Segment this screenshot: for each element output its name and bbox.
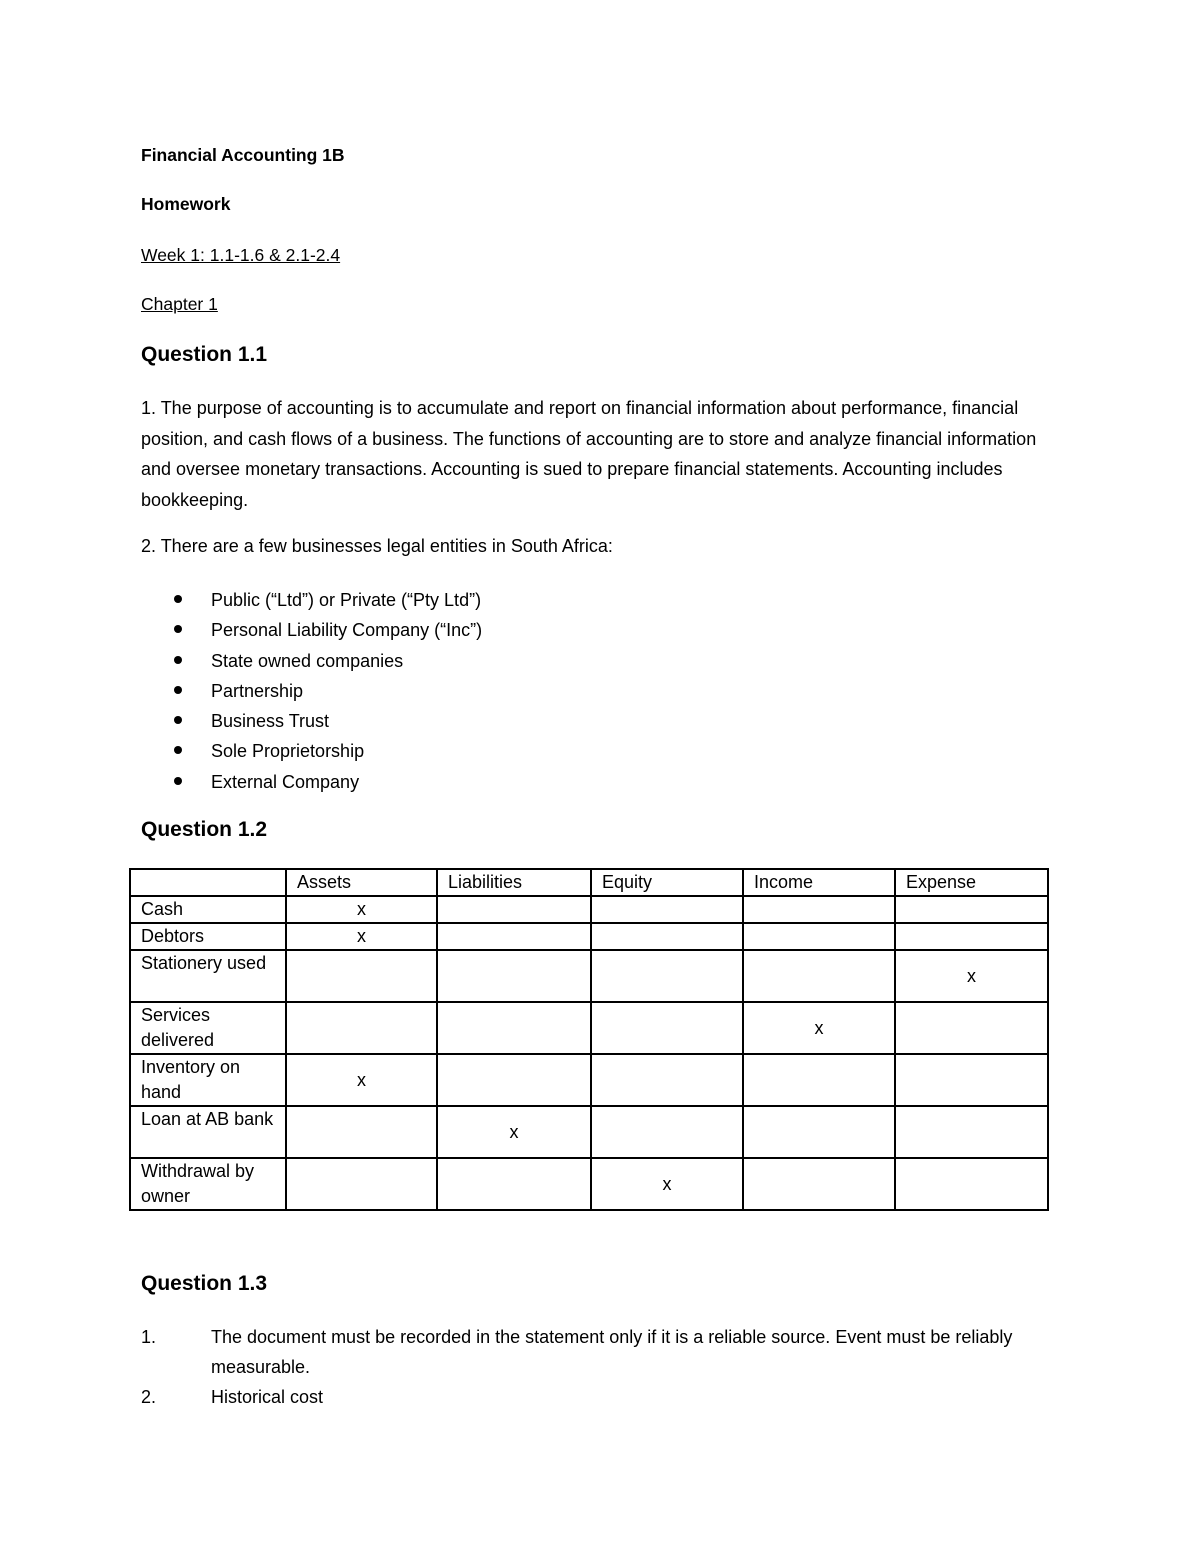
bullet-icon bbox=[174, 595, 182, 603]
entity-label: External Company bbox=[211, 771, 360, 792]
table-cell bbox=[591, 1054, 743, 1106]
question-1-3-answer-list bbox=[141, 1322, 1061, 1412]
table-cell bbox=[437, 923, 591, 950]
question-1-1-heading: Question 1.1 bbox=[141, 343, 268, 366]
column-header: Income bbox=[743, 869, 895, 896]
table-row bbox=[130, 1002, 1048, 1054]
table-cell bbox=[437, 896, 591, 923]
table-cell bbox=[895, 896, 1048, 923]
item-number: 1. bbox=[141, 1327, 157, 1347]
item-text: Historical cost bbox=[211, 1387, 324, 1407]
bullet-icon bbox=[174, 777, 182, 785]
column-header: Expense bbox=[895, 869, 1048, 896]
list-item bbox=[141, 617, 482, 647]
table-cell bbox=[743, 1158, 895, 1210]
row-label: Cash bbox=[130, 896, 286, 923]
question-1-3-heading: Question 1.3 bbox=[141, 1272, 268, 1295]
table-cell bbox=[895, 923, 1048, 950]
bullet-icon bbox=[174, 625, 182, 633]
table-cell bbox=[895, 1054, 1048, 1106]
row-label: Stationery used bbox=[130, 950, 286, 1002]
table-cell bbox=[286, 950, 437, 1002]
table-cell bbox=[591, 1106, 743, 1158]
item-text: The document must be recorded in the statement only if it is a reliable source. Event must be reliably measurable. bbox=[211, 1327, 1013, 1377]
homework-subtitle: Homework bbox=[141, 194, 231, 214]
table-cell: x bbox=[591, 1158, 743, 1210]
table-cell bbox=[437, 1158, 591, 1210]
entity-label: Public (“Ltd”) or Private (“Pty Ltd”) bbox=[211, 590, 482, 610]
row-label: Loan at AB bank bbox=[130, 1106, 286, 1158]
table-cell bbox=[743, 896, 895, 923]
table-cell bbox=[591, 950, 743, 1002]
entity-label: Sole Proprietorship bbox=[211, 741, 365, 762]
table-cell bbox=[591, 923, 743, 950]
table-cell bbox=[743, 950, 895, 1002]
bullet-icon bbox=[174, 716, 182, 724]
table-cell bbox=[895, 1158, 1048, 1210]
chapter-label: Chapter 1 bbox=[141, 294, 218, 314]
table-cell bbox=[437, 950, 591, 1002]
table-row bbox=[130, 1054, 1048, 1106]
week-reference: Week 1: 1.1-1.6 & 2.1-2.4 bbox=[141, 245, 341, 265]
row-label: Withdrawal by owner bbox=[130, 1158, 286, 1210]
table-cell: x bbox=[286, 1054, 437, 1106]
table-cell bbox=[591, 1002, 743, 1054]
table-row bbox=[130, 896, 1048, 923]
table-cell bbox=[437, 1002, 591, 1054]
table-row bbox=[130, 923, 1048, 950]
bullet-icon bbox=[174, 686, 182, 694]
list-item bbox=[141, 738, 482, 768]
table-cell bbox=[743, 1054, 895, 1106]
table-header-row bbox=[130, 869, 1048, 896]
list-item bbox=[141, 648, 482, 678]
item-number: 2. bbox=[141, 1387, 157, 1407]
table-cell bbox=[286, 1002, 437, 1054]
row-label: Services delivered bbox=[130, 1002, 286, 1054]
column-header: Assets bbox=[286, 869, 437, 896]
entity-label: Business Trust bbox=[211, 711, 330, 732]
list-item bbox=[141, 1322, 1061, 1382]
list-item bbox=[141, 769, 482, 799]
table-cell bbox=[286, 1106, 437, 1158]
table-cell: x bbox=[286, 896, 437, 923]
table-cell bbox=[743, 1106, 895, 1158]
table-cell bbox=[437, 1054, 591, 1106]
row-label: Inventory on hand bbox=[130, 1054, 286, 1106]
table-row bbox=[130, 1158, 1048, 1210]
entity-label: Personal Liability Company (“Inc”) bbox=[211, 620, 483, 641]
question-1-2-heading: Question 1.2 bbox=[141, 818, 268, 841]
column-header: Equity bbox=[591, 869, 743, 896]
row-label: Debtors bbox=[130, 923, 286, 950]
table-row bbox=[130, 950, 1048, 1002]
bullet-icon bbox=[174, 656, 182, 664]
table-cell: x bbox=[437, 1106, 591, 1158]
course-title: Financial Accounting 1B bbox=[141, 145, 345, 165]
bullet-icon bbox=[174, 746, 182, 754]
list-item bbox=[141, 587, 482, 617]
classification-table bbox=[129, 868, 1049, 1211]
question-1-1-answer-2-intro: 2. There are a few businesses legal entities in South Africa: bbox=[141, 536, 613, 556]
question-1-1-answer-1: 1. The purpose of accounting is to accumulate and report on financial information about performance, financial position, and cash flows of a business. The functions of accounting are to store and analyze financial information and oversee monetary transactions. Accounting is sued to prepare financial statements. Accounting includes bookkeeping. bbox=[141, 398, 1037, 510]
table-cell bbox=[895, 1002, 1048, 1054]
column-header: Liabilities bbox=[437, 869, 591, 896]
table-cell: x bbox=[743, 1002, 895, 1054]
table-cell bbox=[895, 1106, 1048, 1158]
table-cell: x bbox=[895, 950, 1048, 1002]
list-item bbox=[141, 1382, 1061, 1412]
table-cell: x bbox=[286, 923, 437, 950]
list-item bbox=[141, 708, 482, 738]
entity-label: Partnership bbox=[211, 680, 304, 701]
column-header bbox=[130, 869, 286, 896]
list-item bbox=[141, 678, 482, 708]
table-row bbox=[130, 1106, 1048, 1158]
table-cell bbox=[591, 896, 743, 923]
table-cell bbox=[286, 1158, 437, 1210]
entity-label: State owned companies bbox=[211, 650, 404, 671]
legal-entities-list bbox=[141, 587, 482, 799]
table-cell bbox=[743, 923, 895, 950]
